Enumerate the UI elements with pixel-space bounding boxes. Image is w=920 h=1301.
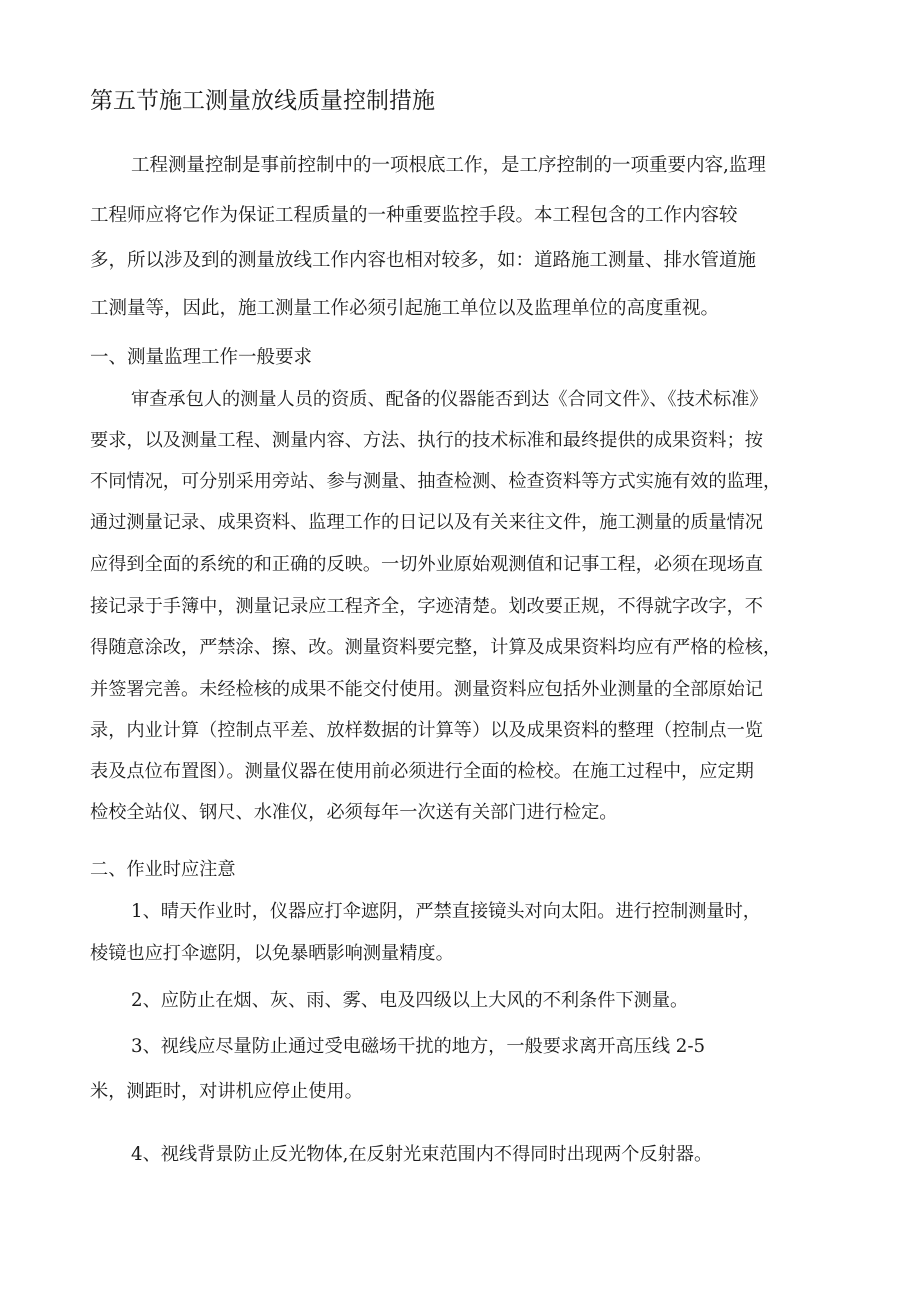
section1-line-1: 审查承包人的测量人员的资质、配备的仪器能否到达《合同文件》、《技术标准》 bbox=[131, 389, 768, 410]
section1-line-10: 表及点位布置图）。测量仪器在使用前必须进行全面的检校。在施工过程中，应定期 bbox=[90, 761, 754, 782]
section-title: 第五节施工测量放线质量控制措施 bbox=[90, 88, 435, 114]
section1-line-7: 得随意涂改，严禁涂、擦、改。测量资料要完整，计算及成果资料均应有严格的检核， bbox=[90, 637, 782, 658]
section1-line-6: 接记录于手簿中，测量记录应工程齐全，字迹清楚。划改要正规，不得就字改字，不 bbox=[90, 596, 763, 617]
section1-line-8: 并签署完善。未经检核的成果不能交付使用。测量资料应包括外业测量的全部原始记 bbox=[90, 679, 763, 700]
section1-line-5: 应得到全面的系统的和正确的反映。一切外业原始观测值和记事工程，必须在现场直 bbox=[90, 554, 763, 575]
section1-line-9: 录，内业计算（控制点平差、放样数据的计算等）以及成果资料的整理（控制点一览 bbox=[90, 720, 763, 741]
intro-line-1: 工程测量控制是事前控制中的一项根底工作，是工序控制的一项重要内容,监理 bbox=[131, 155, 766, 176]
section1-line-2: 要求，以及测量工程、测量内容、方法、执行的技术标准和最终提供的成果资料；按 bbox=[90, 430, 763, 451]
note-item-2: 2、应防止在烟、灰、雨、雾、电及四级以上大风的不利条件下测量。 bbox=[131, 990, 689, 1011]
intro-line-4: 工测量等，因此，施工测量工作必须引起施工单位以及监理单位的高度重视。 bbox=[90, 298, 720, 319]
note-item-4: 4、视线背景防止反光物体,在反射光束范围内不得同时出现两个反射器。 bbox=[131, 1144, 713, 1165]
section1-line-3: 不同情况，可分别采用旁站、参与测量、抽查检测、检查资料等方式实施有效的监理， bbox=[90, 471, 782, 492]
section1-line-11: 检校全站仪、钢尺、水准仪，必须每年一次送有关部门进行检定。 bbox=[90, 802, 618, 823]
heading-measurement-supervision: 一、测量监理工作一般要求 bbox=[90, 347, 313, 368]
heading-operation-notes: 二、作业时应注意 bbox=[90, 859, 236, 880]
note-item-3-line-1: 3、视线应尽量防止通过受电磁场干扰的地方，一般要求离开高压线 2-5 bbox=[131, 1036, 706, 1057]
intro-line-3: 多，所以涉及到的测量放线工作内容也相对较多，如：道路施工测量、排水管道施 bbox=[90, 250, 757, 271]
note-item-1-line-1: 1、晴天作业时，仪器应打伞遮阴，严禁直接镜头对向太阳。进行控制测量时， bbox=[131, 901, 761, 922]
note-item-1-line-2: 棱镜也应打伞遮阴，以免暴晒影响测量精度。 bbox=[90, 943, 454, 964]
note-item-3-line-2: 米，测距时，对讲机应停止使用。 bbox=[90, 1081, 363, 1102]
intro-line-2: 工程师应将它作为保证工程质量的一种重要监控手段。本工程包含的工作内容较 bbox=[90, 205, 738, 226]
section1-line-4: 通过测量记录、成果资料、监理工作的日记以及有关来往文件，施工测量的质量情况 bbox=[90, 512, 763, 533]
